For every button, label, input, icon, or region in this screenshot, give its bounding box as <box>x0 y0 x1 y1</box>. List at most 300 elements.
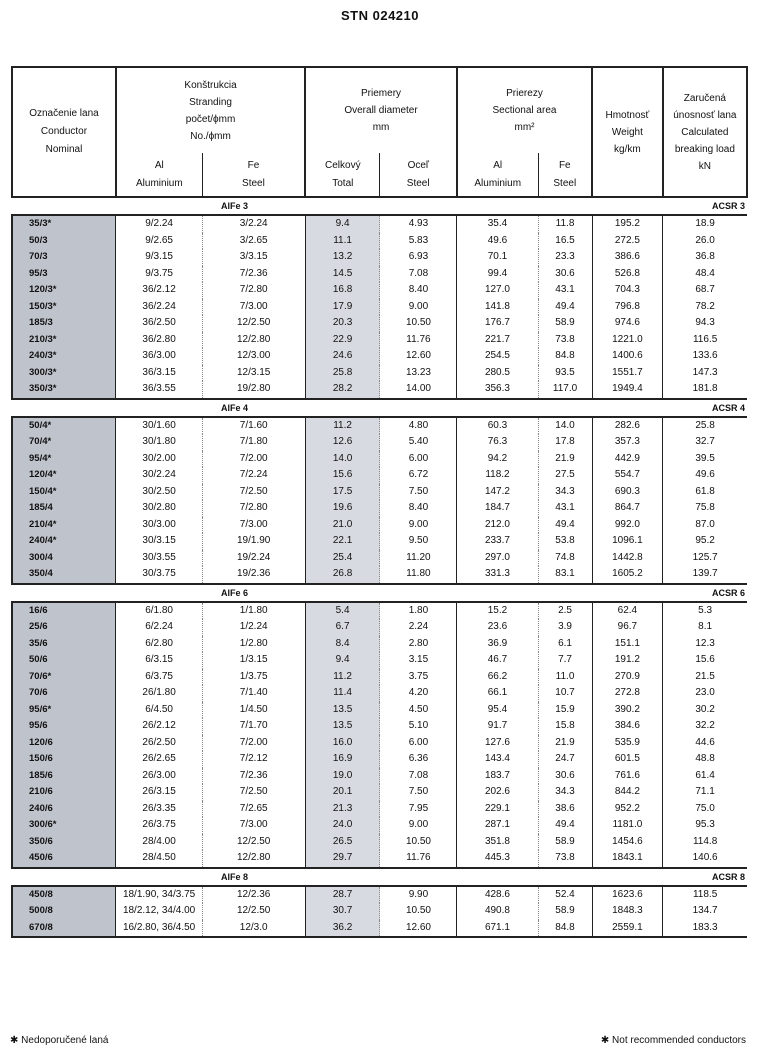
stranding-fe: 3/3.15 <box>202 249 305 266</box>
stranding-fe: 7/3.00 <box>202 817 305 834</box>
stranding-al: 30/3.55 <box>116 550 202 567</box>
conductor-name: 240/4* <box>12 533 116 550</box>
weight: 191.2 <box>592 652 663 669</box>
diameter-total: 16.8 <box>305 282 380 299</box>
area-fe: 2.5 <box>538 602 592 620</box>
stranding-al: 36/3.55 <box>116 381 202 399</box>
stranding-fe: 12/2.36 <box>202 886 305 904</box>
area-al: 36.9 <box>457 636 538 653</box>
area-fe: 7.7 <box>538 652 592 669</box>
area-al: 35.4 <box>457 215 538 233</box>
header-text: Sectional area <box>492 105 557 116</box>
weight: 272.8 <box>592 685 663 702</box>
stranding-fe: 19/1.90 <box>202 533 305 550</box>
diameter-total: 25.8 <box>305 365 380 382</box>
table-row <box>12 381 747 399</box>
diameter-total: 25.4 <box>305 550 380 567</box>
conductor-name: 50/3 <box>12 233 116 250</box>
area-fe: 3.9 <box>538 619 592 636</box>
conductor-name: 95/6 <box>12 718 116 735</box>
conductor-name: 210/4* <box>12 517 116 534</box>
area-fe: 83.1 <box>538 566 592 584</box>
diameter-total: 24.6 <box>305 348 380 365</box>
conductor-name: 300/4 <box>12 550 116 567</box>
area-fe: 117.0 <box>538 381 592 399</box>
stranding-al: 6/4.50 <box>116 702 202 719</box>
stranding-al: 30/2.50 <box>116 484 202 501</box>
area-fe: 43.1 <box>538 500 592 517</box>
weight: 1605.2 <box>592 566 663 584</box>
area-al: 428.6 <box>457 886 538 904</box>
area-fe: 30.6 <box>538 266 592 283</box>
conductor-name: 670/8 <box>12 920 116 938</box>
breaking-load: 75.8 <box>663 500 747 517</box>
header-area <box>457 67 592 153</box>
area-al: 229.1 <box>457 801 538 818</box>
diameter-total: 16.0 <box>305 735 380 752</box>
conductor-name: 150/4* <box>12 484 116 501</box>
area-al: 147.2 <box>457 484 538 501</box>
table-row <box>12 784 747 801</box>
weight: 384.6 <box>592 718 663 735</box>
diameter-steel: 5.40 <box>380 434 457 451</box>
table-row <box>12 500 747 517</box>
diameter-total: 13.5 <box>305 702 380 719</box>
diameter-total: 12.6 <box>305 434 380 451</box>
area-al: 233.7 <box>457 533 538 550</box>
table-row <box>12 636 747 653</box>
diameter-total: 14.0 <box>305 451 380 468</box>
breaking-load: 21.5 <box>663 669 747 686</box>
header-text: Konštrukcia <box>184 79 237 91</box>
weight: 1454.6 <box>592 834 663 851</box>
diameter-total: 24.0 <box>305 817 380 834</box>
area-al: 46.7 <box>457 652 538 669</box>
breaking-load: 12.3 <box>663 636 747 653</box>
weight: 386.6 <box>592 249 663 266</box>
stranding-fe: 7/2.24 <box>202 467 305 484</box>
weight: 601.5 <box>592 751 663 768</box>
diameter-total: 21.3 <box>305 801 380 818</box>
breaking-load: 8.1 <box>663 619 747 636</box>
table-row <box>12 652 747 669</box>
table-row <box>12 417 747 435</box>
area-al: 212.0 <box>457 517 538 534</box>
diameter-total: 26.8 <box>305 566 380 584</box>
breaking-load: 181.8 <box>663 381 747 399</box>
conductor-name: 185/4 <box>12 500 116 517</box>
weight: 992.0 <box>592 517 663 534</box>
diameter-steel: 9.00 <box>380 517 457 534</box>
area-fe: 11.8 <box>538 215 592 233</box>
table-row <box>12 434 747 451</box>
stranding-fe: 7/1.60 <box>202 417 305 435</box>
header-text: kg/km <box>614 143 641 155</box>
subheader-area-al <box>457 153 538 197</box>
table-row <box>12 550 747 567</box>
table-row <box>12 903 747 920</box>
breaking-load: 48.4 <box>663 266 747 283</box>
weight: 195.2 <box>592 215 663 233</box>
weight: 1848.3 <box>592 903 663 920</box>
section-label-english: ACSR 8 <box>711 871 745 882</box>
breaking-load: 61.4 <box>663 768 747 785</box>
document-title: STN 024210 <box>341 8 419 23</box>
header-text: Stranding <box>189 96 232 108</box>
area-al: 15.2 <box>457 602 538 620</box>
conductor-name: 300/6* <box>12 817 116 834</box>
table-row <box>12 751 747 768</box>
stranding-al: 30/1.60 <box>116 417 202 435</box>
area-al: 490.8 <box>457 903 538 920</box>
stranding-al: 30/3.75 <box>116 566 202 584</box>
diameter-total: 17.5 <box>305 484 380 501</box>
weight: 1623.6 <box>592 886 663 904</box>
weight: 704.3 <box>592 282 663 299</box>
diameter-steel: 6.00 <box>380 735 457 752</box>
diameter-steel: 11.20 <box>380 550 457 567</box>
stranding-fe: 1/2.80 <box>202 636 305 653</box>
stranding-al: 30/2.00 <box>116 451 202 468</box>
breaking-load: 36.8 <box>663 249 747 266</box>
diameter-steel: 10.50 <box>380 834 457 851</box>
table-row <box>12 834 747 851</box>
stranding-fe: 7/3.00 <box>202 299 305 316</box>
table-row <box>12 669 747 686</box>
table-row <box>12 315 747 332</box>
conductor-name: 300/3* <box>12 365 116 382</box>
conductor-table-frame <box>11 66 748 938</box>
stranding-fe: 7/2.12 <box>202 751 305 768</box>
area-al: 76.3 <box>457 434 538 451</box>
stranding-al: 26/2.12 <box>116 718 202 735</box>
diameter-steel: 9.00 <box>380 817 457 834</box>
header-text: kN <box>698 160 711 172</box>
stranding-fe: 3/2.24 <box>202 215 305 233</box>
section-header-row <box>12 868 747 886</box>
conductor-name: 35/6 <box>12 636 116 653</box>
breaking-load: 78.2 <box>663 299 747 316</box>
area-fe: 49.4 <box>538 299 592 316</box>
diameter-steel: 4.93 <box>380 215 457 233</box>
header-text: Calculated <box>681 126 729 138</box>
header-text: Conductor <box>40 126 88 137</box>
diameter-total: 20.1 <box>305 784 380 801</box>
conductor-name: 240/6 <box>12 801 116 818</box>
diameter-steel: 10.50 <box>380 315 457 332</box>
stranding-fe: 12/3.00 <box>202 348 305 365</box>
stranding-fe: 7/2.50 <box>202 484 305 501</box>
header-text: Total <box>332 177 354 189</box>
diameter-total: 26.5 <box>305 834 380 851</box>
stranding-al: 30/2.80 <box>116 500 202 517</box>
breaking-load: 134.7 <box>663 903 747 920</box>
subheader-fe <box>202 153 305 197</box>
area-al: 671.1 <box>457 920 538 938</box>
breaking-load: 39.5 <box>663 451 747 468</box>
conductor-name: 16/6 <box>12 602 116 620</box>
table-row <box>12 920 747 938</box>
table-row <box>12 233 747 250</box>
conductor-name: 120/6 <box>12 735 116 752</box>
table-row <box>12 850 747 868</box>
area-al: 280.5 <box>457 365 538 382</box>
breaking-load: 118.5 <box>663 886 747 904</box>
area-fe: 84.8 <box>538 920 592 938</box>
weight: 526.8 <box>592 266 663 283</box>
stranding-fe: 12/2.80 <box>202 332 305 349</box>
diameter-steel: 4.80 <box>380 417 457 435</box>
area-fe: 73.8 <box>538 332 592 349</box>
weight: 442.9 <box>592 451 663 468</box>
subheader-area-fe <box>538 153 592 197</box>
stranding-fe: 7/2.00 <box>202 451 305 468</box>
conductor-name: 185/6 <box>12 768 116 785</box>
weight: 272.5 <box>592 233 663 250</box>
stranding-fe: 7/2.36 <box>202 266 305 283</box>
table-row <box>12 249 747 266</box>
conductor-name: 120/4* <box>12 467 116 484</box>
stranding-al: 36/2.24 <box>116 299 202 316</box>
area-fe: 84.8 <box>538 348 592 365</box>
header-text: Hmotnosť <box>605 109 650 121</box>
breaking-load: 71.1 <box>663 784 747 801</box>
diameter-total: 11.1 <box>305 233 380 250</box>
table-row <box>12 768 747 785</box>
diameter-steel: 10.50 <box>380 903 457 920</box>
table-row <box>12 365 747 382</box>
area-fe: 43.1 <box>538 282 592 299</box>
breaking-load: 32.7 <box>663 434 747 451</box>
conductor-name: 95/6* <box>12 702 116 719</box>
conductor-name: 500/8 <box>12 903 116 920</box>
section-label-english: ACSR 4 <box>711 402 745 413</box>
conductor-name: 70/6 <box>12 685 116 702</box>
table-row <box>12 886 747 904</box>
diameter-total: 11.2 <box>305 417 380 435</box>
diameter-steel: 9.00 <box>380 299 457 316</box>
breaking-load: 61.8 <box>663 484 747 501</box>
diameter-steel: 7.95 <box>380 801 457 818</box>
table-row <box>12 566 747 584</box>
weight: 761.6 <box>592 768 663 785</box>
weight: 1221.0 <box>592 332 663 349</box>
diameter-total: 15.6 <box>305 467 380 484</box>
stranding-fe: 12/2.50 <box>202 315 305 332</box>
diameter-steel: 2.24 <box>380 619 457 636</box>
stranding-al: 30/1.80 <box>116 434 202 451</box>
weight: 1949.4 <box>592 381 663 399</box>
area-fe: 74.8 <box>538 550 592 567</box>
stranding-fe: 7/2.00 <box>202 735 305 752</box>
weight: 796.8 <box>592 299 663 316</box>
diameter-total: 19.6 <box>305 500 380 517</box>
header-conductor <box>12 67 116 197</box>
header-text: Fe <box>558 159 571 171</box>
header-diameter <box>305 67 457 153</box>
conductor-name: 450/6 <box>12 850 116 868</box>
breaking-load: 48.8 <box>663 751 747 768</box>
stranding-al: 26/3.15 <box>116 784 202 801</box>
table-row <box>12 332 747 349</box>
diameter-steel: 7.08 <box>380 266 457 283</box>
diameter-total: 36.2 <box>305 920 380 938</box>
breaking-load: 140.6 <box>663 850 747 868</box>
conductor-name: 450/8 <box>12 886 116 904</box>
area-al: 94.2 <box>457 451 538 468</box>
area-fe: 23.3 <box>538 249 592 266</box>
table-row <box>12 282 747 299</box>
area-fe: 15.9 <box>538 702 592 719</box>
area-fe: 21.9 <box>538 451 592 468</box>
stranding-al: 36/2.80 <box>116 332 202 349</box>
stranding-al: 36/2.12 <box>116 282 202 299</box>
weight: 844.2 <box>592 784 663 801</box>
stranding-al: 36/2.50 <box>116 315 202 332</box>
diameter-steel: 4.50 <box>380 702 457 719</box>
stranding-fe: 7/2.80 <box>202 282 305 299</box>
diameter-total: 22.9 <box>305 332 380 349</box>
header-text: Fe <box>247 159 260 171</box>
area-al: 183.7 <box>457 768 538 785</box>
stranding-fe: 7/2.65 <box>202 801 305 818</box>
diameter-total: 11.4 <box>305 685 380 702</box>
header-text: Aluminium <box>136 177 183 189</box>
header-text: Steel <box>406 177 430 189</box>
stranding-fe: 1/3.75 <box>202 669 305 686</box>
section-label: AlFe 8 <box>220 871 248 882</box>
diameter-total: 9.4 <box>305 215 380 233</box>
area-fe: 17.8 <box>538 434 592 451</box>
section-label: AlFe 3 <box>220 201 248 211</box>
area-fe: 34.3 <box>538 484 592 501</box>
area-fe: 16.5 <box>538 233 592 250</box>
table-body <box>12 197 747 937</box>
header-text: Aluminium <box>474 177 522 189</box>
breaking-load: 32.2 <box>663 718 747 735</box>
breaking-load: 49.6 <box>663 467 747 484</box>
area-fe: 53.8 <box>538 533 592 550</box>
breaking-load: 133.6 <box>663 348 747 365</box>
weight: 554.7 <box>592 467 663 484</box>
stranding-fe: 7/2.50 <box>202 784 305 801</box>
stranding-al: 26/3.75 <box>116 817 202 834</box>
area-al: 351.8 <box>457 834 538 851</box>
weight: 1181.0 <box>592 817 663 834</box>
area-fe: 27.5 <box>538 467 592 484</box>
diameter-steel: 9.50 <box>380 533 457 550</box>
diameter-steel: 4.20 <box>380 685 457 702</box>
stranding-fe: 7/1.80 <box>202 434 305 451</box>
header-text: Steel <box>242 177 265 189</box>
area-al: 70.1 <box>457 249 538 266</box>
conductor-name: 25/6 <box>12 619 116 636</box>
header-breaking-load <box>663 67 747 197</box>
breaking-load: 15.6 <box>663 652 747 669</box>
area-fe: 52.4 <box>538 886 592 904</box>
diameter-steel: 2.80 <box>380 636 457 653</box>
weight: 974.6 <box>592 315 663 332</box>
stranding-fe: 1/2.24 <box>202 619 305 636</box>
area-al: 176.7 <box>457 315 538 332</box>
stranding-al: 26/2.65 <box>116 751 202 768</box>
stranding-al: 18/1.90, 34/3.75 <box>116 886 202 904</box>
header-text: Al <box>154 159 164 171</box>
section-header-row <box>12 399 747 417</box>
area-al: 202.6 <box>457 784 538 801</box>
stranding-al: 30/2.24 <box>116 467 202 484</box>
stranding-al: 9/3.75 <box>116 266 202 283</box>
diameter-steel: 5.10 <box>380 718 457 735</box>
diameter-steel: 11.80 <box>380 566 457 584</box>
stranding-fe: 3/2.65 <box>202 233 305 250</box>
diameter-steel: 3.75 <box>380 669 457 686</box>
area-al: 184.7 <box>457 500 538 517</box>
stranding-fe: 1/3.15 <box>202 652 305 669</box>
footnote-slovak: ✱ Nedoporučené laná <box>10 1035 109 1046</box>
diameter-total: 5.4 <box>305 602 380 620</box>
breaking-load: 114.8 <box>663 834 747 851</box>
header-text: únosnosť lana <box>673 109 737 121</box>
header-text: Prierezy <box>506 88 543 99</box>
header-text: Steel <box>553 177 577 189</box>
diameter-steel: 7.50 <box>380 484 457 501</box>
diameter-steel: 9.90 <box>380 886 457 904</box>
conductor-name: 150/6 <box>12 751 116 768</box>
breaking-load: 5.3 <box>663 602 747 620</box>
header-text: Priemery <box>361 88 402 99</box>
stranding-al: 26/1.80 <box>116 685 202 702</box>
header-text: Celkový <box>325 159 361 171</box>
table-row <box>12 467 747 484</box>
breaking-load: 94.3 <box>663 315 747 332</box>
header-text: Zaručená <box>683 92 726 104</box>
section-label-english: ACSR 6 <box>711 587 745 598</box>
weight: 690.3 <box>592 484 663 501</box>
header-text: Nominal <box>45 144 83 155</box>
breaking-load: 44.6 <box>663 735 747 752</box>
header-text: počet/ϕmm <box>185 113 236 125</box>
weight: 62.4 <box>592 602 663 620</box>
stranding-al: 9/3.15 <box>116 249 202 266</box>
stranding-al: 26/3.00 <box>116 768 202 785</box>
diameter-steel: 11.76 <box>380 850 457 868</box>
diameter-total: 29.7 <box>305 850 380 868</box>
area-al: 445.3 <box>457 850 538 868</box>
table-row <box>12 348 747 365</box>
breaking-load: 183.3 <box>663 920 747 938</box>
diameter-steel: 3.15 <box>380 652 457 669</box>
area-al: 143.4 <box>457 751 538 768</box>
footnote-english: ✱ Not recommended conductors <box>600 1035 746 1046</box>
section-header-row <box>12 584 747 602</box>
stranding-al: 28/4.00 <box>116 834 202 851</box>
diameter-steel: 8.40 <box>380 282 457 299</box>
table-row <box>12 484 747 501</box>
table-row <box>12 215 747 233</box>
diameter-steel: 14.00 <box>380 381 457 399</box>
diameter-steel: 8.40 <box>380 500 457 517</box>
stranding-al: 36/3.15 <box>116 365 202 382</box>
stranding-fe: 7/2.80 <box>202 500 305 517</box>
table-row <box>12 299 747 316</box>
table-row <box>12 735 747 752</box>
area-fe: 58.9 <box>538 834 592 851</box>
diameter-steel: 12.60 <box>380 348 457 365</box>
area-fe: 38.6 <box>538 801 592 818</box>
area-fe: 73.8 <box>538 850 592 868</box>
diameter-steel: 6.00 <box>380 451 457 468</box>
